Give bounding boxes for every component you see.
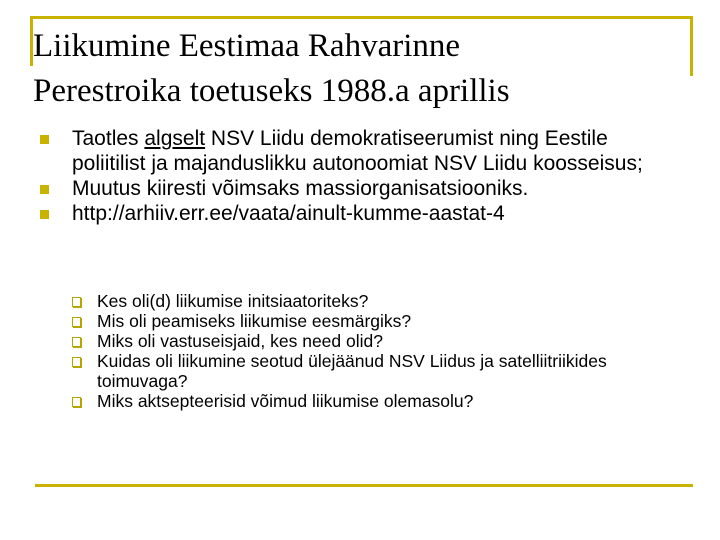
sub-bullet-text: Mis oli peamiseks liikumise eesmärgiks? [97,311,412,331]
sub-bullet-item [72,331,672,351]
frame-top-rule [30,16,693,19]
sub-bullet-text: Kes oli(d) liikumise initsiaatoriteks? [97,291,369,311]
title-line-1: Liikumine Eestimaa Rahvarinne [33,28,461,64]
checkbox-bullet-icon [72,337,81,347]
checkbox-bullet-icon [72,297,81,307]
sub-bullet-item [72,311,672,331]
bullet-2-text: Muutus kiiresti võimsaks massiorganisatsiooniks. [72,177,529,200]
bullet-item-1 [40,126,680,176]
square-bullet-icon [40,185,49,194]
bullet-list [40,126,680,226]
frame-right-rule [690,16,693,76]
sub-bullet-list [72,291,672,411]
sub-bullet-item [72,351,672,391]
sub-bullet-text: Miks aktsepteerisid võimud liikumise olemasolu? [97,391,474,411]
checkbox-bullet-icon [72,357,81,367]
bullet-item-2 [40,176,680,201]
bullet-1-text-end: NSV Liidu demokratiseerumist ning Eestile poliitilist ja majanduslikku autonoomiat NSV Liidu koosseisus; [72,127,643,175]
title-line-2: Perestroika toetuseks 1988.a aprillis [33,73,510,109]
checkbox-bullet-icon [72,397,81,407]
bullet-item-3[interactable] [40,201,680,226]
bullet-1-text-start: Taotles [72,127,145,150]
square-bullet-icon [40,210,49,219]
bullet-1-underlined-word: algselt [144,127,206,150]
sub-bullet-text: Miks oli vastuseisjaid, kes need olid? [97,331,383,351]
bullet-3-link[interactable]: http://arhiiv.err.ee/vaata/ainult-kumme-aastat-4 [72,202,505,225]
sub-bullet-text: Kuidas oli liikumine seotud ülejäänud NSV Liidus ja satelliitriikides toimuvaga? [97,351,607,391]
bottom-rule [35,484,693,487]
sub-bullet-item [72,291,672,311]
square-bullet-icon [40,135,49,144]
checkbox-bullet-icon [72,317,81,327]
sub-bullet-item [72,391,672,411]
slide-title [33,24,673,114]
